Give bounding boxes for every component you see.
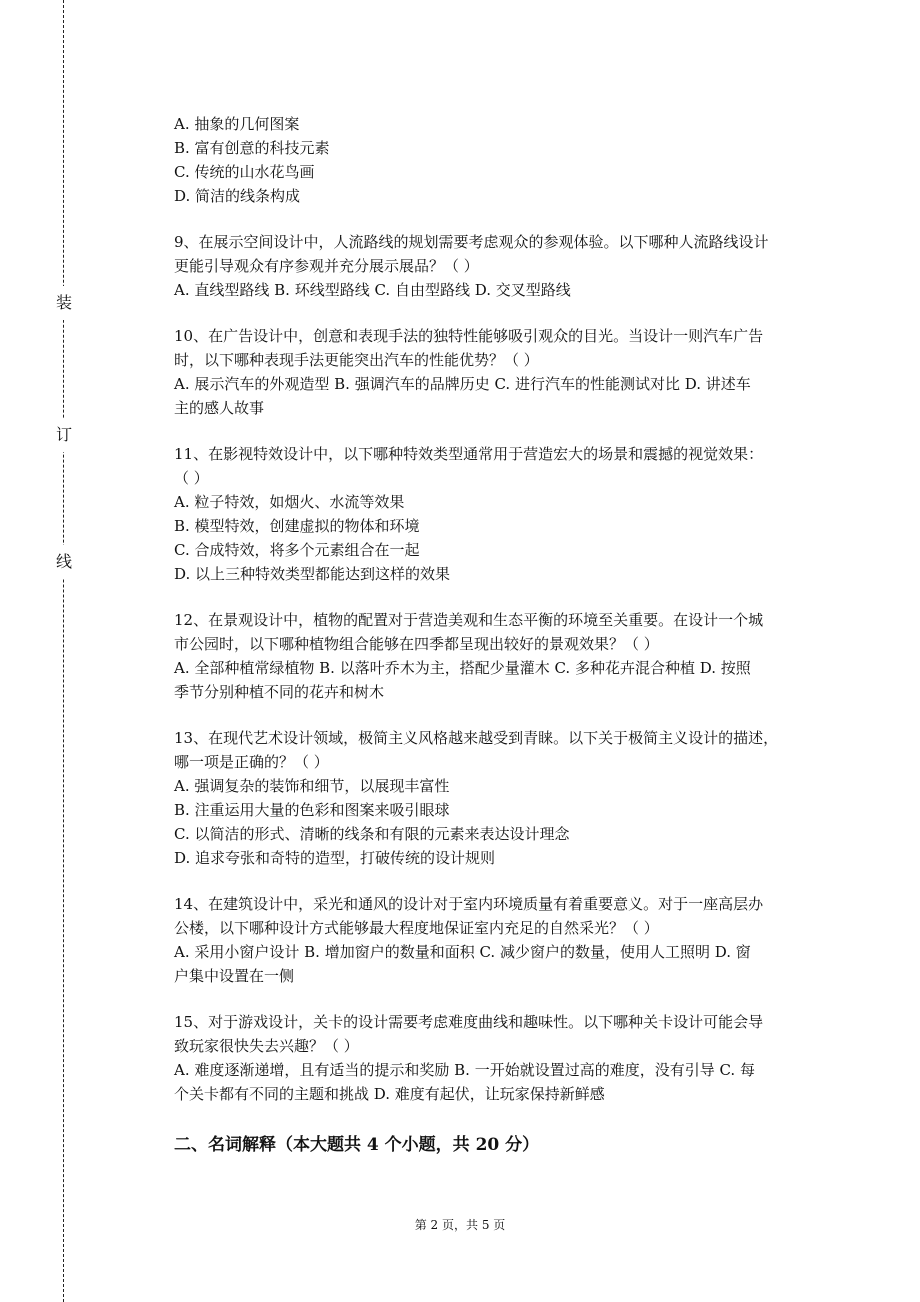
question-stem-line: （ ） <box>174 469 209 487</box>
option-line: 个关卡都有不同的主题和挑战 D. 难度有起伏，让玩家保持新鲜感 <box>174 1085 605 1103</box>
section-title: 二、名词解释（本大题共 4 个小题，共 20 分） <box>174 1135 540 1155</box>
option-line: A. 全部种植常绿植物 B. 以落叶乔木为主，搭配少量灌木 C. 多种花卉混合种植 D. 按照 <box>174 659 751 677</box>
option-line: C. 传统的山水花鸟画 <box>174 163 315 181</box>
question-stem-line: 14、在建筑设计中，采光和通风的设计对于室内环境质量有着重要意义。对于一座高层办 <box>174 895 764 913</box>
option-line: A. 难度逐渐递增，且有适当的提示和奖励 B. 一开始就设置过高的难度，没有引导 C. 每 <box>174 1061 755 1079</box>
option-line: 主的感人故事 <box>174 399 265 417</box>
binding-char-ding: 订 <box>53 418 75 452</box>
option-line: C. 以简洁的形式、清晰的线条和有限的元素来表达设计理念 <box>174 825 570 843</box>
option-line: A. 强调复杂的装饰和细节，以展现丰富性 <box>174 777 450 795</box>
binding-dashed-line <box>63 0 64 1302</box>
question-list <box>174 112 822 1158</box>
option-line: D. 以上三种特效类型都能达到这样的效果 <box>174 565 451 583</box>
question-8-options <box>174 112 822 208</box>
question-stem-line: 11、在影视特效设计中，以下哪种特效类型通常用于营造宏大的场景和震撼的视觉效果： <box>174 445 764 463</box>
question-stem-line: 更能引导观众有序参观并充分展示展品？（ ） <box>174 257 479 275</box>
question-stem-line: 13、在现代艺术设计领域，极简主义风格越来越受到青睐。以下关于极简主义设计的描述， <box>174 729 779 747</box>
option-line: A. 直线型路线 B. 环线型路线 C. 自由型路线 D. 交叉型路线 <box>174 281 571 299</box>
question-12 <box>174 608 822 704</box>
question-stem-line: 公楼，以下哪种设计方式能够最大程度地保证室内充足的自然采光？（ ） <box>174 919 659 937</box>
option-line: 季节分别种植不同的花卉和树木 <box>174 683 385 701</box>
option-line: A. 采用小窗户设计 B. 增加窗户的数量和面积 C. 减少窗户的数量，使用人工照明 D. 窗 <box>174 943 751 961</box>
option-line: C. 合成特效，将多个元素组合在一起 <box>174 541 420 559</box>
question-stem-line: 时，以下哪种表现手法更能突出汽车的性能优势？（ ） <box>174 351 539 369</box>
question-stem-line: 10、在广告设计中，创意和表现手法的独特性能够吸引观众的目光。当设计一则汽车广告 <box>174 327 764 345</box>
question-13 <box>174 726 822 870</box>
question-stem-line: 9、在展示空间设计中，人流路线的规划需要考虑观众的参观体验。以下哪种人流路线设计 <box>174 233 769 251</box>
question-15 <box>174 1010 822 1106</box>
option-line: 户集中设置在一侧 <box>174 967 295 985</box>
question-stem-line: 哪一项是正确的？（ ） <box>174 753 329 771</box>
question-stem-line: 12、在景观设计中，植物的配置对于营造美观和生态平衡的环境至关重要。在设计一个城 <box>174 611 764 629</box>
option-line: B. 富有创意的科技元素 <box>174 139 330 157</box>
question-11 <box>174 442 822 586</box>
question-14 <box>174 892 822 988</box>
option-line: A. 展示汽车的外观造型 B. 强调汽车的品牌历史 C. 进行汽车的性能测试对比 D. 讲述车 <box>174 375 751 393</box>
question-10 <box>174 324 822 420</box>
option-line: B. 模型特效，创建虚拟的物体和环境 <box>174 517 420 535</box>
binding-char-xian: 线 <box>53 545 75 579</box>
option-line: A. 粒子特效，如烟火、水流等效果 <box>174 493 405 511</box>
option-line: B. 注重运用大量的色彩和图案来吸引眼球 <box>174 801 450 819</box>
question-stem-line: 15、对于游戏设计，关卡的设计需要考虑难度曲线和趣味性。以下哪种关卡设计可能会导 <box>174 1013 764 1031</box>
question-9 <box>174 230 822 302</box>
question-stem-line: 市公园时，以下哪种植物组合能够在四季都呈现出较好的景观效果？（ ） <box>174 635 659 653</box>
question-stem-line: 致玩家很快失去兴趣？（ ） <box>174 1037 359 1055</box>
option-line: D. 简洁的线条构成 <box>174 187 301 205</box>
binding-char-zhuang: 装 <box>53 286 75 320</box>
option-line: A. 抽象的几何图案 <box>174 115 300 133</box>
option-line: D. 追求夸张和奇特的造型，打破传统的设计规则 <box>174 849 496 867</box>
page-footer: 第 2 页，共 5 页 <box>414 1218 506 1232</box>
